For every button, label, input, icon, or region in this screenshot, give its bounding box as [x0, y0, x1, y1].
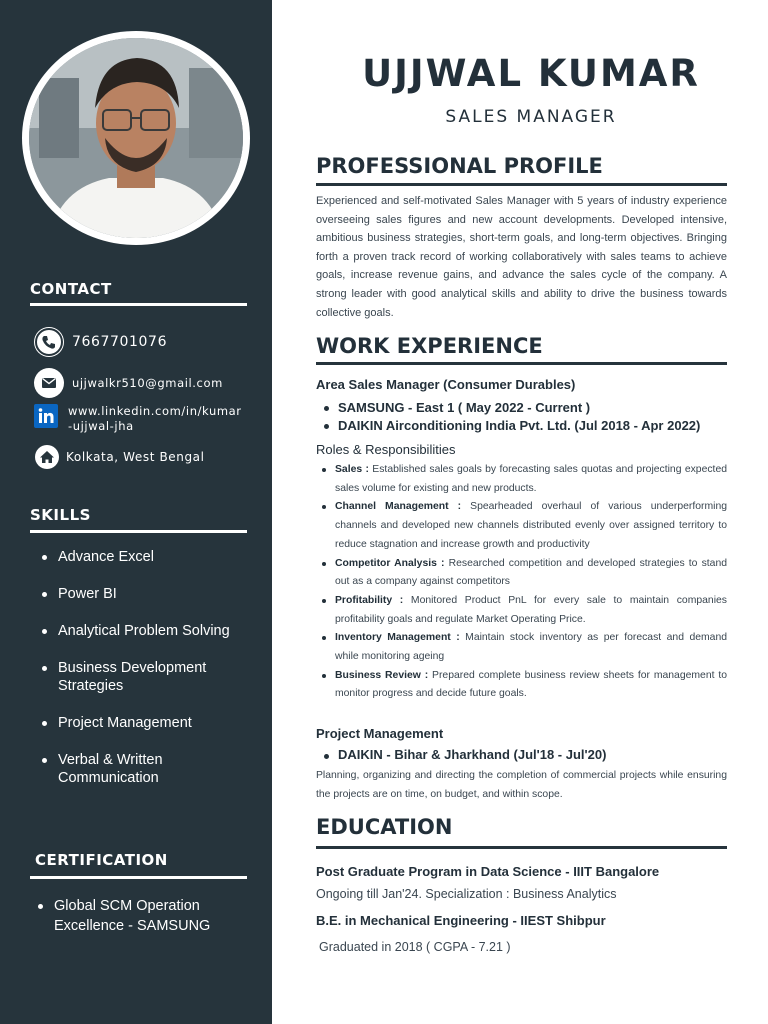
responsibility-label: Business Review : — [335, 669, 429, 681]
profile-photo-illustration — [29, 38, 243, 238]
linkedin-url-line2: -ujjwal-jha — [68, 419, 134, 433]
sidebar — [0, 0, 272, 1024]
education-detail: Ongoing till Jan'24. Specialization : Business Analytics — [316, 887, 617, 901]
work-experience-divider — [316, 362, 727, 365]
linkedin-url-line1: www.linkedin.com/in/kumar — [68, 404, 242, 418]
project-list — [322, 747, 732, 762]
skill-item: Power BI — [40, 585, 250, 603]
responsibility-text: Established sales goals by forecasting sales quotas and projecting expected sales volume for existing and new products. — [335, 464, 727, 494]
certification-list — [36, 896, 256, 936]
contact-linkedin[interactable] — [34, 404, 242, 434]
responsibility-item — [320, 592, 727, 629]
professional-profile-text: Experienced and self-motivated Sales Manager with 5 years of industry experience overseeing sales figures and new account developments. Developed intensive, ambitious business strategies, short-term goals, and long-term objectives. Bringing forth a proven track record of working collaboratively with sales teams to achieve goals, increase revenue gains, and advance the sales cycle of the company. A strong leader with good analytical skills and ability to drive the business towards collective goals. — [316, 195, 727, 319]
professional-profile-divider — [316, 183, 727, 186]
skill-item: Project Management — [40, 714, 250, 732]
skills-divider — [30, 530, 247, 533]
certification-item: Global SCM Operation Excellence - SAMSUNG — [36, 896, 256, 936]
responsibility-text: Maintain stock inventory as per forecast and demand while monitoring ageing — [335, 632, 727, 663]
project-description: Planning, organizing and directing the completion of commercial projects while ensuring the projects are on time, on budget, and within scope. — [316, 770, 727, 800]
job-title: Area Sales Manager (Consumer Durables) — [316, 377, 576, 392]
phone-number: 7667701076 — [72, 334, 168, 350]
responsibility-item — [320, 461, 727, 498]
project-management-heading: Project Management — [316, 726, 444, 741]
responsibility-item — [320, 667, 727, 704]
roles-heading: Roles & Responsibilities — [316, 442, 456, 457]
responsibility-text: Monitored Product PnL for every sale to maintain companies profitability goals and regulate Market Operating Price. — [335, 594, 727, 625]
skill-item: Verbal & Written Communication — [40, 751, 250, 787]
linkedin-url — [68, 404, 242, 434]
responsibility-label: Profitability : — [335, 594, 404, 606]
certification-divider — [30, 876, 247, 879]
responsibility-label: Inventory Management : — [335, 632, 460, 644]
home-icon — [34, 444, 60, 470]
education-heading: EDUCATION — [316, 815, 453, 839]
profile-photo — [29, 38, 243, 238]
candidate-role: SALES MANAGER — [445, 107, 617, 127]
linkedin-icon — [34, 404, 58, 428]
responsibilities-list — [320, 461, 727, 704]
project-item: DAIKIN - Bihar & Jharkhand (Jul'18 - Jul'20) — [322, 747, 732, 762]
skill-item: Advance Excel — [40, 548, 250, 566]
skills-heading: SKILLS — [30, 506, 91, 524]
contact-phone[interactable] — [34, 327, 167, 357]
contact-heading: CONTACT — [30, 280, 112, 298]
employer-item: SAMSUNG - East 1 ( May 2022 - Current ) — [322, 399, 732, 417]
education-title: B.E. in Mechanical Engineering - IIEST Shibpur — [316, 913, 606, 928]
skill-item: Business Development Strategies — [40, 659, 250, 695]
contact-divider — [30, 303, 247, 306]
responsibility-text: Spearheaded overhaul of various underperforming channels and developed new channels distributed evenly over assigned territory to reduce stagnation and increase growth and productivity — [335, 501, 728, 550]
responsibility-label: Channel Management : — [335, 501, 462, 513]
skill-item: Analytical Problem Solving — [40, 622, 250, 640]
contact-email[interactable] — [34, 368, 223, 398]
employer-list — [322, 399, 732, 435]
responsibility-item — [320, 629, 727, 666]
contact-location — [34, 444, 205, 470]
responsibility-item — [320, 498, 727, 554]
education-title: Post Graduate Program in Data Science - IIIT Bangalore — [316, 864, 660, 879]
professional-profile-heading: PROFESSIONAL PROFILE — [316, 154, 603, 178]
education-divider — [316, 846, 727, 849]
education-detail: Graduated in 2018 ( CGPA - 7.21 ) — [319, 940, 511, 954]
certification-heading: CERTIFICATION — [35, 851, 168, 869]
work-experience-heading: WORK EXPERIENCE — [316, 334, 543, 358]
phone-icon — [34, 327, 64, 357]
responsibility-item — [320, 555, 727, 592]
responsibility-text: Prepared complete business review sheets for management to monitor progress and decide future goals. — [335, 669, 728, 700]
skills-list — [40, 548, 250, 806]
email-address: ujjwalkr510@gmail.com — [72, 376, 223, 390]
employer-item: DAIKIN Airconditioning India Pvt. Ltd. (Jul 2018 - Apr 2022) — [322, 417, 732, 435]
location-text: Kolkata, West Bengal — [66, 450, 205, 464]
responsibility-text: Researched competition and developed strategies to stand out as a company against competitors — [335, 557, 727, 588]
responsibility-label: Competitor Analysis : — [335, 557, 445, 569]
mail-icon — [34, 368, 64, 398]
responsibility-label: Sales : — [335, 464, 369, 475]
candidate-name: UJJWAL KUMAR — [362, 52, 700, 95]
